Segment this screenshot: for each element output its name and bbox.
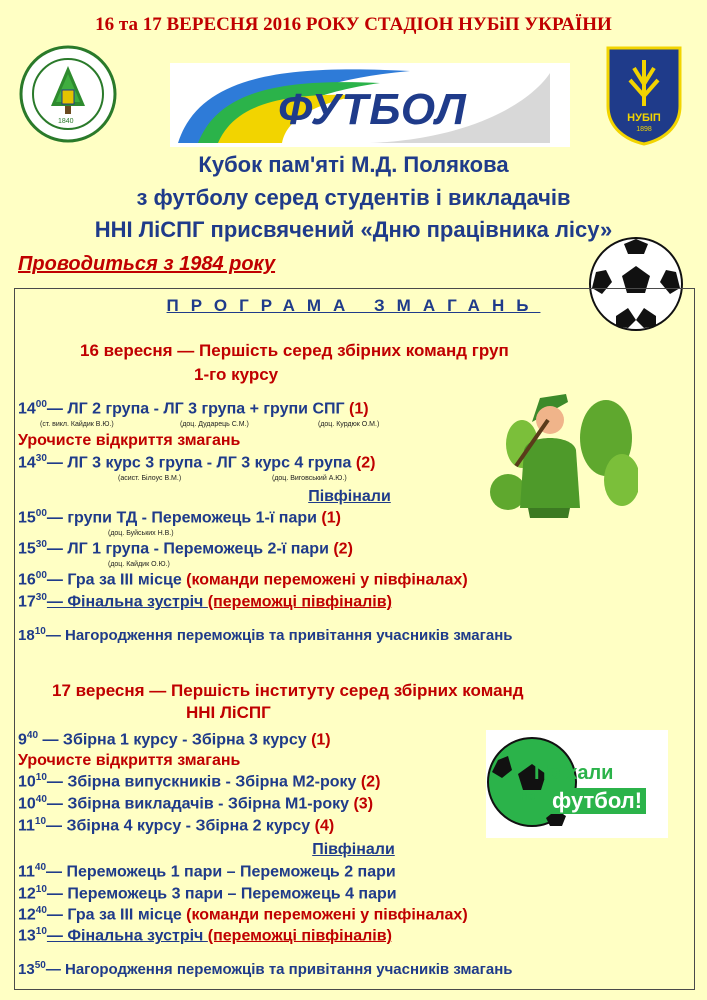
referee-note: (ст. викл. Кайдик В.Ю.)	[40, 421, 114, 428]
schedule-row: $11^{10}—$ Збірна 4 курсу - Збірна 2 курсу (4)	[18, 816, 335, 835]
referee-note: (доц. Виговський А.Ю.)	[272, 475, 347, 482]
cup-title-line1: Кубок пам'яті М.Д. Полякова	[198, 152, 509, 177]
schedule-row: $14^{30}—$ ЛГ 3 курс 3 група - ЛГ 3 курс 4 група (2)	[18, 453, 376, 472]
university-seal-logo	[18, 44, 118, 144]
referee-note: (асист. Білоус В.М.)	[118, 475, 182, 482]
event-date-venue: 16 та 17 ВЕРЕСНЯ 2016 РОКУ СТАДІОН НУБіП УКРАЇНИ	[95, 14, 612, 35]
semifinals-heading: Півфінали	[308, 488, 391, 505]
day1-title-line2: 1-го курсу	[194, 365, 279, 384]
schedule-row: $18^{10}—$ Нагородження переможців та привітання учасників змагань	[18, 626, 513, 644]
semifinals-heading: Півфінали	[312, 841, 395, 858]
schedule-row: $10^{10}—$ Збірна випускників - Збірна М2-року (2)	[18, 772, 381, 791]
nubip-shield-logo	[604, 44, 684, 146]
referee-note: (доц. Курдюк О.М.)	[318, 421, 380, 428]
schedule-row: $12^{10}—$ Переможець 3 пари – Переможець 4 пари	[18, 884, 397, 903]
football-banner	[170, 63, 570, 147]
day2-title-line1: 17 вересня — Першість інституту серед збірних команд	[52, 681, 524, 700]
day2-title-line2: ННІ ЛіСПГ	[186, 703, 271, 722]
schedule-row: $15^{30}—$ ЛГ 1 група - Переможець 2-ї пари (2)	[18, 539, 353, 558]
sticker-line3: футбол!	[548, 788, 646, 814]
cup-title-line3: ННІ ЛіСПГ присвячений «Дню працівника лісу»	[94, 217, 613, 242]
schedule-row: $15^{00}—$ групи ТД - Переможець 1-ї пари (1)	[18, 508, 341, 527]
cup-title-line2: з футболу серед студентів і викладачів	[136, 185, 571, 210]
schedule-row: $11^{40}—$ Переможець 1 пари – Переможець 2 пари	[18, 862, 396, 881]
schedule-row: $13^{50}—$ Нагородження переможців та привітання учасників змагань	[18, 960, 513, 978]
sticker-line1: Поїхали	[534, 762, 614, 784]
opening-ceremony: Урочисте відкриття змагань	[18, 432, 241, 449]
right-logo-year: 1898	[636, 126, 652, 133]
lets-go-football-sticker	[486, 730, 668, 838]
schedule-row: $13^{10}—$ Фінальна зустріч (переможці півфіналів)	[18, 926, 392, 945]
schedule-row: $16^{00}—$ Гра за ІІІ місце (команди переможені у півфіналах)	[18, 570, 468, 589]
program-title: ПРОГРАМА ЗМАГАНЬ	[166, 296, 541, 315]
schedule-row: $17^{30}—$ Фінальна зустріч (переможці півфіналів)	[18, 592, 392, 611]
referee-note: (доц. Дударець С.М.)	[180, 421, 249, 428]
schedule-row: $10^{40}—$ Збірна викладачів - Збірна М1-року (3)	[18, 794, 374, 813]
day1-title-line1: 16 вересня — Першість серед збірних команд груп	[80, 341, 509, 360]
schedule-row: $9^{40}$ — Збірна 1 курсу - Збірна 3 курсу (1)	[18, 730, 331, 749]
left-logo-year: 1840	[58, 118, 74, 125]
schedule-row: $12^{40}—$ Гра за ІІІ місце (команди переможені у півфіналах)	[18, 905, 468, 924]
right-logo-text: НУБІП	[627, 112, 661, 124]
referee-note: (доц. Кайдик О.Ю.)	[108, 561, 170, 568]
sticker-line2: на	[520, 788, 536, 803]
banner-text: ФУТБОЛ	[278, 85, 467, 134]
referee-note: (доц. Буйських Н.В.)	[108, 530, 174, 537]
schedule-row: $14^{00}—$ ЛГ 2 група - ЛГ 3 група + групи СПГ (1)	[18, 399, 369, 418]
since-year: Проводиться з 1984 року	[18, 253, 276, 275]
opening-ceremony: Урочисте відкриття змагань	[18, 752, 241, 769]
